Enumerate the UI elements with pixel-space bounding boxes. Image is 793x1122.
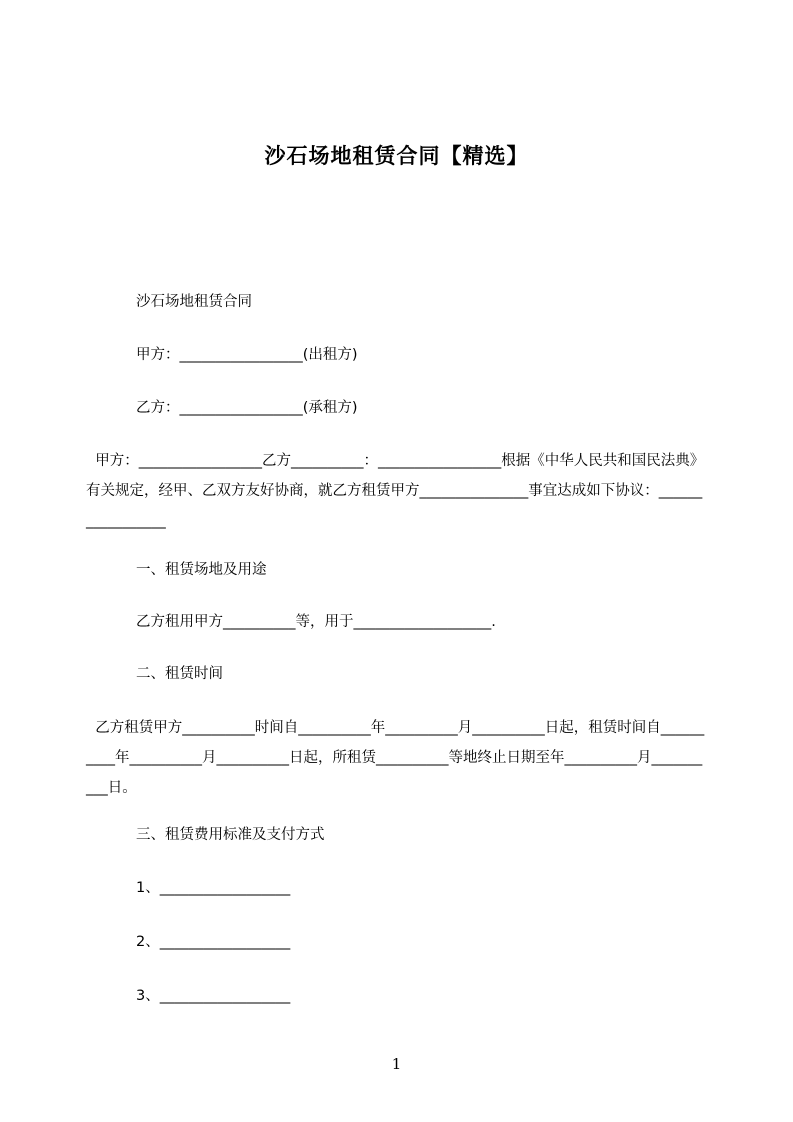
party-b-line: 乙方：_________________(承租方) <box>136 400 358 416</box>
page-number: 1 <box>391 1055 402 1073</box>
section-1-heading: 一、租赁场地及用途 <box>136 562 267 578</box>
section-2-paragraph: 乙方租赁甲方__________时间自__________年__________月__________日起，租赁时间自__________年__________月__________日起，所租赁__________等地终止日期至年__________月__________日。 <box>86 720 705 796</box>
section-1-text: 乙方租用甲方__________等，用于___________________. <box>136 614 496 630</box>
document-title: 沙石场地租赁合同【精选】 <box>264 144 529 168</box>
intro-paragraph: 甲方：_________________乙方__________：_________________根据《中华人民共和国民法典》有关规定，经甲、乙双方友好协商，就乙方租赁甲方_______________事宜达成如下协议：_________________ <box>86 453 705 529</box>
list-item-1: 1、__________________ <box>136 880 291 896</box>
list-item-3: 3、__________________ <box>136 988 291 1004</box>
section-3-heading: 三、租赁费用标准及支付方式 <box>136 827 325 843</box>
list-item-2: 2、__________________ <box>136 934 291 950</box>
party-a-line: 甲方：_________________(出租方) <box>136 347 358 363</box>
section-2-heading: 二、租赁时间 <box>136 666 223 682</box>
contract-subtitle: 沙石场地租赁合同 <box>136 294 252 310</box>
